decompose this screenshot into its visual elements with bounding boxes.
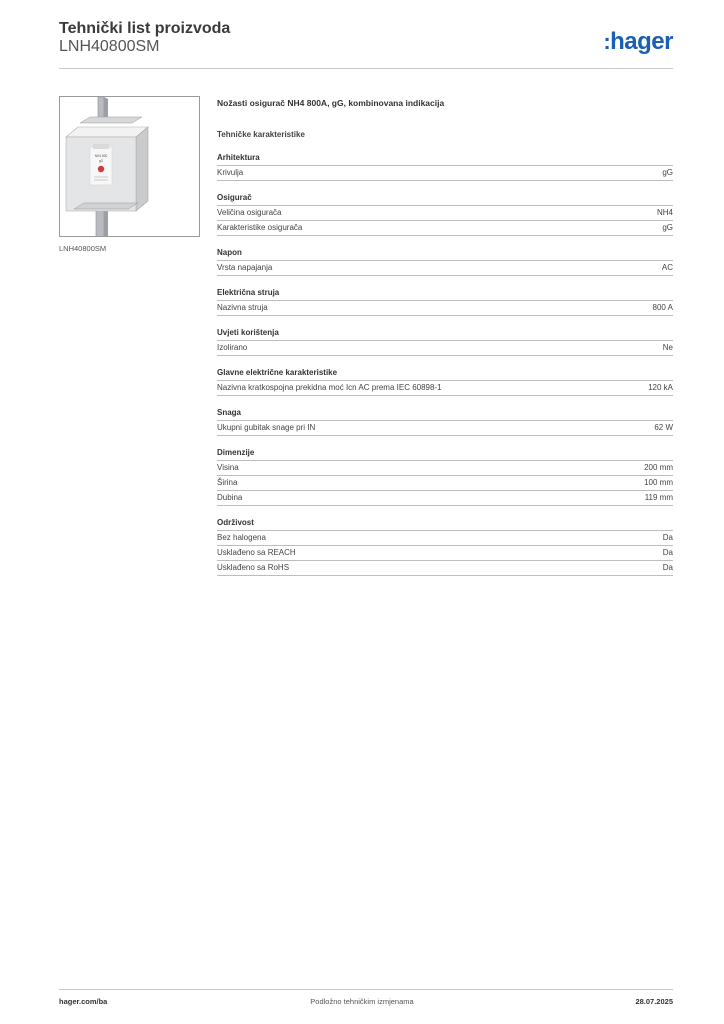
section-title: Arhitektura [217,151,673,166]
spec-value: NH4 [656,208,673,217]
spec-label: Nazivna struja [217,303,268,312]
product-code: LNH40800SM [59,38,160,55]
spec-value: gG [662,223,673,232]
spec-row [217,531,673,546]
fuse-label-text: NH4 800 [94,154,108,158]
spec-value: 800 A [652,303,673,312]
spec-label: Veličina osigurača [217,208,282,217]
section-title: Snaga [217,406,673,421]
spec-row [217,301,673,316]
spec-label: Izolirano [217,343,248,352]
spec-value: 120 kA [648,383,673,392]
spec-label: Karakteristike osigurača [217,223,303,232]
spec-label: Krivulja [217,168,244,177]
spec-row [217,381,673,396]
spec-section [217,191,673,236]
spec-label: Dubina [217,493,243,502]
spec-section [217,366,673,396]
spec-row [217,421,673,436]
spec-label: Usklađeno sa REACH [217,548,296,557]
spec-row [217,491,673,506]
spec-sections [217,151,673,576]
spec-label: Bez halogena [217,533,266,542]
spec-label: Širina [217,478,238,487]
spec-label: Visina [217,463,239,472]
spec-section [217,151,673,181]
fuse-label-text-2: gG [98,159,104,163]
section-title: Dimenzije [217,446,673,461]
spec-row [217,461,673,476]
indicator-dot [98,166,104,172]
spec-value: 62 W [654,423,673,432]
spec-value: 100 mm [644,478,673,487]
section-title: Glavne električne karakteristike [217,366,673,381]
spec-row [217,221,673,236]
section-title: Električna struja [217,286,673,301]
spec-label: Vrsta napajanja [217,263,273,272]
spec-value: 119 mm [644,493,673,502]
image-caption: LNH40800SM [59,244,107,253]
spec-value: Da [662,548,673,557]
spec-row [217,206,673,221]
spec-value: Da [662,563,673,572]
spec-label: Nazivna kratkospojna prekidna moć Icn AC prema IEC 60898-1 [217,383,442,392]
spec-section [217,326,673,356]
spec-value: 200 mm [644,463,673,472]
footer-website[interactable]: hager.com/ba [59,997,108,1006]
spec-section [217,406,673,436]
spec-value: gG [662,168,673,177]
spec-row [217,546,673,561]
section-title: Uvjeti korištenja [217,326,673,341]
product-image [59,96,200,237]
fuse-illustration [60,97,200,237]
spec-section [217,446,673,506]
header-divider [59,68,673,69]
logo-text: hager [610,28,673,55]
footer-disclaimer: Podložno tehničkim izmjenama [310,997,414,1006]
hager-logo [603,28,673,56]
section-title: Održivost [217,516,673,531]
tech-characteristics-label: Tehničke karakteristike [217,130,305,139]
section-title: Osigurač [217,191,673,206]
spec-value: Da [662,533,673,542]
spec-row [217,561,673,576]
spec-row [217,476,673,491]
spec-value: AC [661,263,673,272]
spec-section [217,246,673,276]
footer-divider [59,989,673,990]
spec-row [217,261,673,276]
page-title: Tehnički list proizvoda [59,20,231,37]
spec-label: Usklađeno sa RoHS [217,563,290,572]
section-title: Napon [217,246,673,261]
spec-row [217,341,673,356]
spec-row [217,166,673,181]
spec-content [217,96,673,586]
page-header [59,20,673,70]
logo-colon: : [603,29,611,54]
spec-section [217,286,673,316]
spec-section [217,516,673,576]
spec-label: Ukupni gubitak snage pri IN [217,423,316,432]
spec-value: Ne [662,343,673,352]
footer-date: 28.07.2025 [635,997,673,1006]
product-title: Nožasti osigurač NH4 800A, gG, kombinovana indikacija [217,98,445,108]
